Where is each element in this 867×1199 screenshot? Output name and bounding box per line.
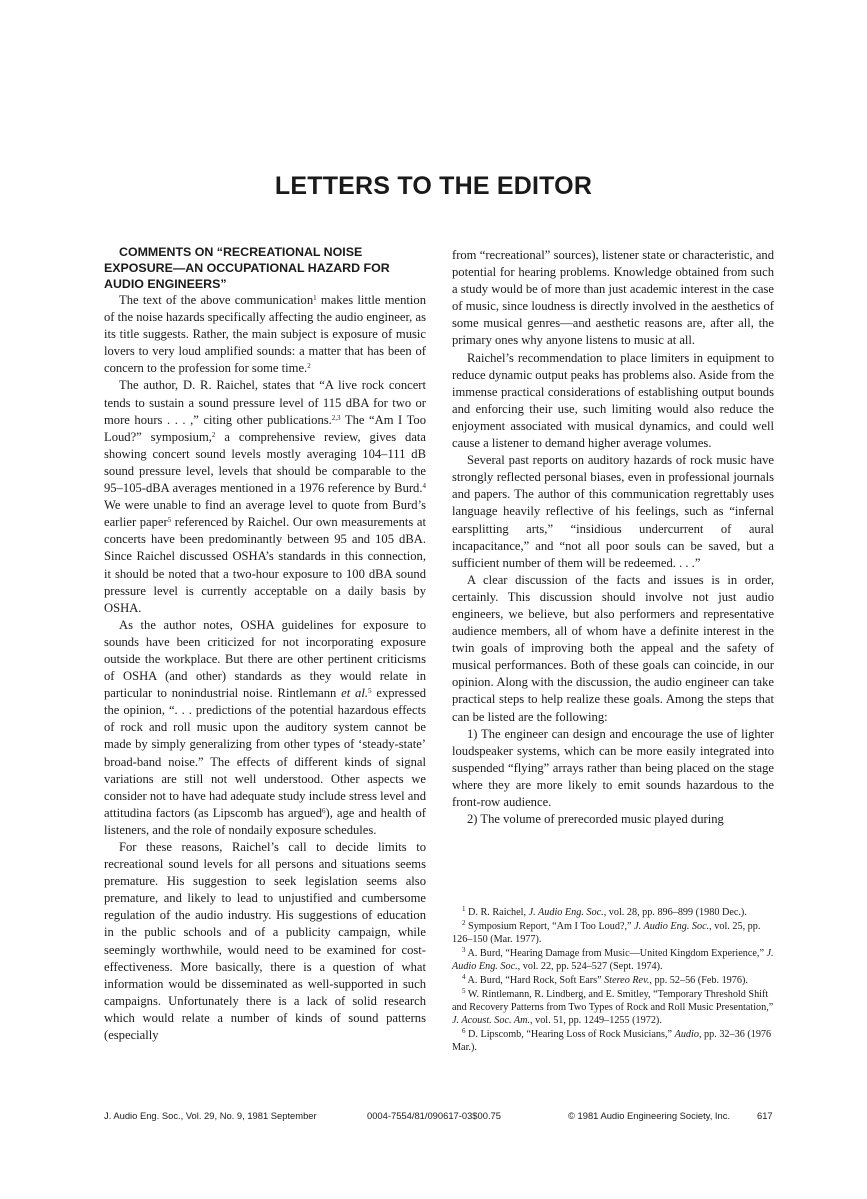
paragraph-5: Raichel’s recommendation to place limiters in equipment to reduce dynamic output peaks has problems also. Aside from the immense practical considerations of establishing output bounds and enforcing their use, such limiting would also reduce the enjoyment associated with musical dynamics, and could well cause a listener to demand higher average volumes. [452, 350, 774, 451]
left-column [104, 244, 426, 1044]
paragraph-8: 1) The engineer can design and encourage the use of lighter loudspeaker systems, which can be more easily integrated into suspended “flying” arrays rather than being placed on the stage where they are more likely to emit sounds hazardous to the front-row audience. [452, 726, 774, 809]
right-column [452, 247, 774, 828]
issn-code: 0004-7554/81/090617-03$00.75 [367, 1110, 501, 1121]
footnote: $^6$ D. Lipscomb, “Hearing Loss of Rock Musicians,” Audio, pp. 32–36 (1976 Mar.). [452, 1027, 772, 1054]
journal-citation: J. Audio Eng. Soc., Vol. 29, No. 9, 1981 September [104, 1110, 317, 1121]
page-title: LETTERS TO THE EDITOR [274, 172, 593, 200]
footnote: $^1$ D. R. Raichel, J. Audio Eng. Soc., vol. 28, pp. 896–899 (1980 Dec.). [462, 905, 747, 918]
paragraph-3: As the author notes, OSHA guidelines for exposure to sounds have been criticized for not incorporating exposure outside the workplace. But there are other pertinent criticisms of OSHA (and other) standards as they would relate in particular to nonindustrial noise. Rintlemann et al.$^5$ expressed the opinion, “. . . predictions of the potential hazardous effects of rock and roll music upon the auditory system cannot be made by simply generalizing from other types of ‘steady-state’ broad-band noise.” The effects of different kinds of signal variations are still not well understood. Other aspects we consider not to have had adequate study include stress level and attitudina factors (as Lipscomb has argued$^6$), age and health of listeners, and the role of nondaily exposure schedules. [104, 617, 426, 837]
footnotes [452, 906, 774, 1055]
footnote: $^3$ A. Burd, “Hearing Damage from Music—United Kingdom Experience,” J. Audio Eng. Soc., vol. 22, pp. 524–527 (Sept. 1974). [452, 945, 774, 973]
article-heading: COMMENTS ON “RECREATIONAL NOISE EXPOSURE—AN OCCUPATIONAL HAZARD FOR AUDIO ENGINEERS” [104, 245, 390, 291]
paragraph-1: The text of the above communication$^1$ makes little mention of the noise hazards specifically affecting the audio engineer, as its title suggests. Rather, the main subject is exposure of music lovers to very loud amplified sounds: a matter that has been of concern to the profession for some time.$^2$ [104, 293, 426, 376]
paragraph-6: Several past reports on auditory hazards of rock music have strongly reflected personal biases, even in professional journals and papers. The author of this communication regrettably uses language heavily reflective of his feelings, such as “infernal earsplitting arts,” “insidious undercurrent of aural incapacitance,” and “not all poor souls can be saved, but a sufficient number of them will be redeemed. . . .” [452, 453, 774, 570]
paragraph-4: For these reasons, Raichel’s call to decide limits to recreational sound levels for all persons and situations seems premature. His suggestion to seek legislation seems also premature, and likely to lead to unjustified and cumbersome regulation of the audio industry. His suggestions of education in the public schools and of a publicity campaign, while seemingly worthwhile, would need to be examined for cost-effectiveness. More basically, there is a question of what information would be disseminated as well-supported in such campaigns. Unfortunately there is a lack of solid research which would relate a number of kinds of sound patterns (especially [104, 840, 426, 1043]
page-footer [0, 1110, 867, 1124]
paragraph-9: 2) The volume of prerecorded music played during [467, 812, 724, 827]
footnote: $^4$ A. Burd, “Hard Rock, Soft Ears” Stereo Rev., pp. 52–56 (Feb. 1976). [462, 972, 748, 986]
copyright-notice: © 1981 Audio Engineering Society, Inc. [568, 1110, 731, 1121]
page-number: 617 [757, 1110, 773, 1121]
paragraph-4-continued: from “recreational” sources), listener state or characteristic, and potential for hearing problems. Knowledge obtained from such a study would be of more than just academic interest in the case of music, since loudness is directly involved in the aesthetics of some musical genres—and aesthetic reasons are, after all, the primary ones why anyone listens to music at all. [452, 248, 774, 348]
paragraph-7: A clear discussion of the facts and issues is in order, certainly. This discussion should involve not just audio engineers, we believe, but also performers and representative audience members, all of whom have a definite interest in the twin goals of improving both the appeal and the safety of musical performances. Both of these goals can coincide, in our opinion. Along with the discussion, the audio engineer can take practical steps to help realize these goals. Among the steps that can be listed are the following: [452, 572, 774, 724]
paragraph-2: The author, D. R. Raichel, states that “A live rock concert tends to sustain a sound pressure level of 115 dBA for two or more hours . . . ,” citing other publications.$^{2,3}$ The “Am I Too Loud?” symposium,$^2$ a comprehensive review, gives data showing concert sound levels mostly averaging 104–111 dB sound pressure level, levels that should be comparable to the 95–105-dBA averages mentioned in a 1976 reference by Burd.$^4$ We were unable to find an average level to quote from Burd’s earlier paper$^5$ referenced by Raichel. Our own measurements at concerts have been predominantly between 95 and 105 dBA. Since Raichel discussed OSHA’s standards in this connection, it should be noted that a two-hour exposure to 100 dBA sound pressure level is currently acceptable on a daily basis by OSHA. [104, 378, 427, 615]
footnote: $^2$ Symposium Report, “Am I Too Loud?,” J. Audio Eng. Soc., vol. 25, pp. 126–150 (Mar. 1977). [452, 918, 761, 946]
footnote: $^5$ W. Rintlemann, R. Lindberg, and E. Smitley, “Temporary Threshold Shift and Recovery Patterns from Two Types of Rock and Roll Music Presentation,” J. Acoust. Soc. Am., vol. 51, pp. 1249–1255 (1972). [452, 986, 774, 1027]
